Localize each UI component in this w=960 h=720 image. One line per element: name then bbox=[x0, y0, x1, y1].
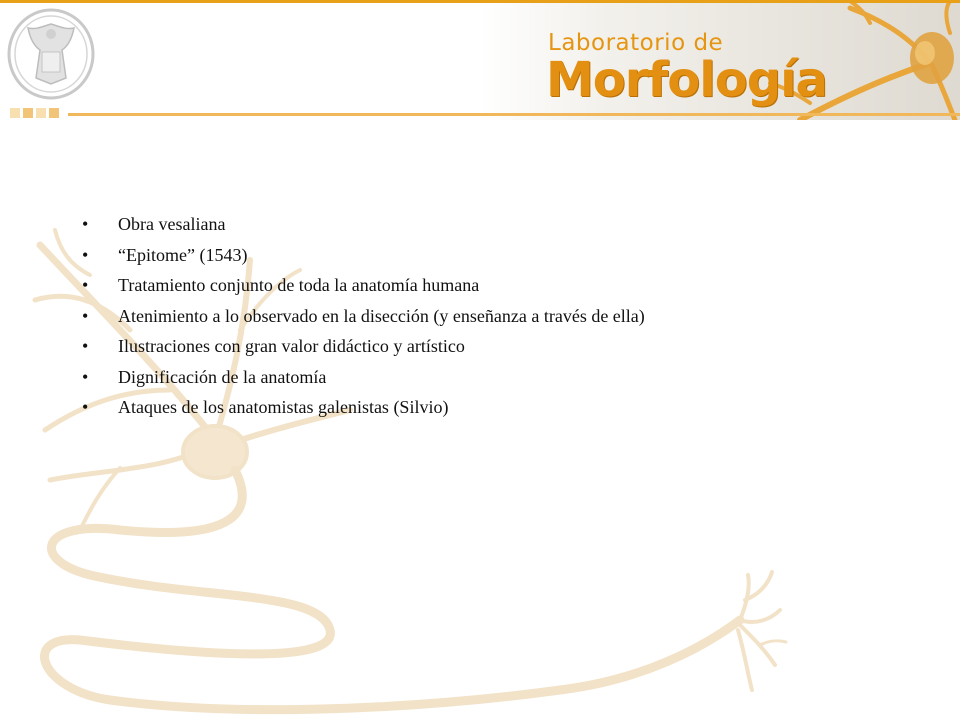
decorative-squares bbox=[10, 108, 59, 118]
university-crest-icon bbox=[6, 8, 96, 100]
list-item bbox=[82, 275, 645, 306]
bullet-list bbox=[82, 214, 645, 428]
bullet-text: Obra vesaliana bbox=[118, 214, 226, 234]
bullet-dot: • bbox=[82, 397, 89, 417]
decorative-square bbox=[10, 108, 20, 118]
bullet-dot: • bbox=[82, 275, 89, 295]
bullet-dot: • bbox=[82, 214, 89, 234]
decorative-square bbox=[36, 108, 46, 118]
decorative-square bbox=[49, 108, 59, 118]
bullet-dot: • bbox=[82, 336, 89, 356]
list-item bbox=[82, 336, 645, 367]
lab-title-line1: Laboratorio de bbox=[548, 30, 724, 56]
bullet-text: Atenimiento a lo observado en la disección (y enseñanza a través de ella) bbox=[118, 305, 645, 326]
bullet-text: Ataques de los anatomistas galenistas (Silvio) bbox=[118, 397, 449, 417]
top-rule bbox=[0, 0, 960, 3]
bullet-dot: • bbox=[82, 305, 89, 326]
list-item bbox=[82, 306, 645, 337]
lab-title-line2: Morfología bbox=[546, 52, 827, 108]
bullet-dot: • bbox=[82, 244, 89, 265]
list-item bbox=[82, 245, 645, 276]
decorative-square bbox=[23, 108, 33, 118]
bullet-text: “Epitome” (1543) bbox=[118, 244, 248, 265]
list-item bbox=[82, 397, 645, 428]
header-rule bbox=[68, 113, 960, 116]
bullet-dot: • bbox=[82, 366, 89, 387]
list-item bbox=[82, 214, 645, 245]
bullet-text: Dignificación de la anatomía bbox=[118, 366, 327, 387]
bullet-text: Tratamiento conjunto de toda la anatomía humana bbox=[118, 275, 480, 295]
list-item bbox=[82, 367, 645, 398]
bullet-text: Ilustraciones con gran valor didáctico y artístico bbox=[118, 336, 465, 356]
